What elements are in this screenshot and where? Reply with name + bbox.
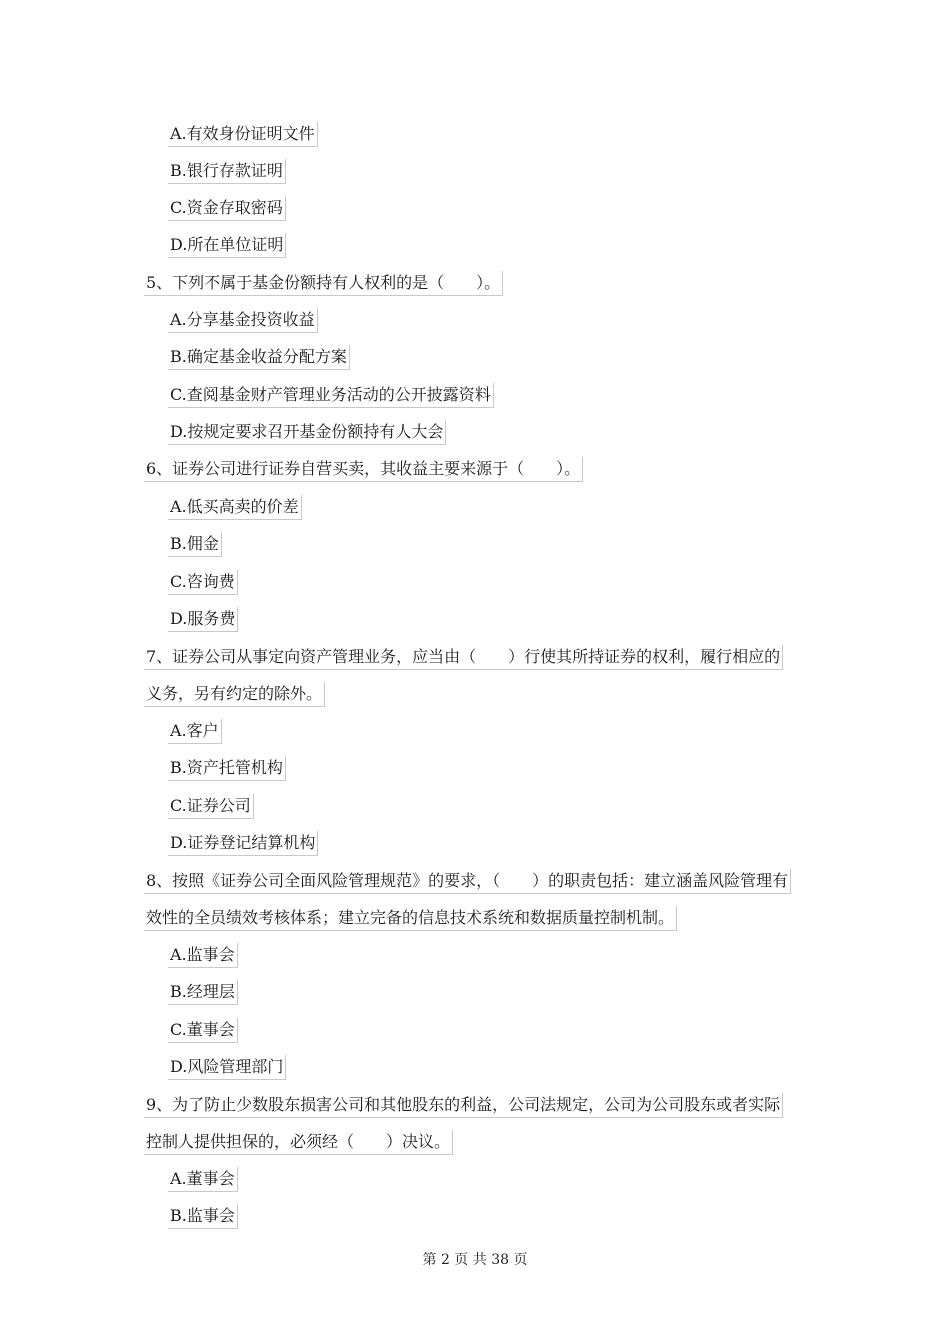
question-line: 控制人提供担保的，必须经（ ）决议。 [144, 1130, 453, 1155]
option-line: B.确定基金收益分配方案 [168, 345, 350, 370]
option-line: D.证券登记结算机构 [168, 831, 318, 856]
option-line: C.证券公司 [168, 794, 254, 819]
option-line: B.资产托管机构 [168, 756, 286, 781]
option-line: A.客户 [168, 719, 222, 744]
question-line: 效性的全员绩效考核体系；建立完备的信息技术系统和数据质量控制机制。 [144, 906, 677, 931]
page-number-footer: 第 2 页 共 38 页 [422, 1252, 528, 1268]
option-line: B.银行存款证明 [168, 159, 286, 184]
option-line: B.监事会 [168, 1204, 238, 1229]
option-line: C.咨询费 [168, 570, 238, 595]
question-line: 义务，另有约定的除外。 [144, 682, 325, 707]
question-line: 8、按照《证券公司全面风险管理规范》的要求，（ ）的职责包括：建立涵盖风险管理有 [144, 869, 791, 894]
option-line: A.有效身份证明文件 [168, 122, 318, 147]
question-line: 7、证券公司从事定向资产管理业务，应当由（ ）行使其所持证券的权利，履行相应的 [144, 645, 783, 670]
option-line: D.按规定要求召开基金份额持有人大会 [168, 420, 446, 445]
question-line: 6、证券公司进行证券自营买卖，其收益主要来源于（ ）。 [144, 457, 583, 482]
option-line: C.查阅基金财产管理业务活动的公开披露资料 [168, 383, 494, 408]
option-line: B.经理层 [168, 980, 238, 1005]
option-line: A.分享基金投资收益 [168, 308, 318, 333]
option-line: D.服务费 [168, 607, 238, 632]
option-line: D.所在单位证明 [168, 233, 286, 258]
option-line: D.风险管理部门 [168, 1055, 286, 1080]
option-line: C.董事会 [168, 1018, 238, 1043]
option-line: B.佣金 [168, 532, 222, 557]
question-line: 9、为了防止少数股东损害公司和其他股东的利益，公司法规定，公司为公司股东或者实际 [144, 1093, 783, 1118]
question-line: 5、下列不属于基金份额持有人权利的是（ ）。 [144, 271, 503, 296]
option-line: A.低买高卖的价差 [168, 495, 302, 520]
option-line: C.资金存取密码 [168, 196, 286, 221]
option-line: A.董事会 [168, 1167, 238, 1192]
option-line: A.监事会 [168, 943, 238, 968]
